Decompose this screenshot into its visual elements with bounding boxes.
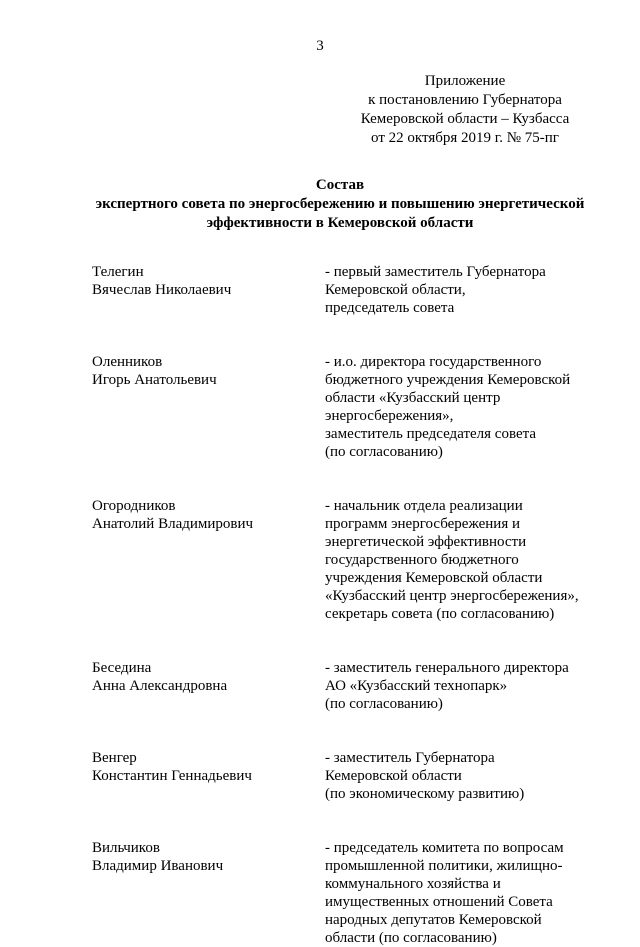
member-role-line: Кемеровской области, <box>325 282 466 298</box>
page-number: 3 <box>316 38 324 54</box>
member-name <box>92 659 325 713</box>
document-title <box>60 176 620 233</box>
appendix-line: от 22 октября 2019 г. № 75-пг <box>371 130 559 146</box>
member-surname: Огородников <box>92 498 176 514</box>
member-role-line: - заместитель генерального директора <box>325 660 569 676</box>
member-entry <box>92 659 612 713</box>
member-surname: Вильчиков <box>92 840 160 856</box>
member-name <box>92 263 325 317</box>
member-role-line: области (по согласованию) <box>325 930 497 946</box>
member-name <box>92 353 325 461</box>
member-entry <box>92 497 612 623</box>
member-given: Вячеслав Николаевич <box>92 282 232 298</box>
member-entry <box>92 839 612 947</box>
member-entry <box>92 353 612 461</box>
member-role-line: промышленной политики, жилищно- <box>325 858 563 874</box>
member-role-line: - председатель комитета по вопросам <box>325 840 564 856</box>
member-surname: Беседина <box>92 660 152 676</box>
member-role <box>325 353 612 461</box>
member-role-line: АО «Кузбасский технопарк» <box>325 678 508 694</box>
members-list <box>92 263 612 947</box>
member-role <box>325 659 612 713</box>
member-role-line: Кемеровской области <box>325 768 462 784</box>
member-role <box>325 497 612 623</box>
member-role <box>325 839 612 947</box>
member-role-line: коммунального хозяйства и <box>325 876 501 892</box>
member-given: Владимир Иванович <box>92 858 224 874</box>
member-surname: Венгер <box>92 750 137 766</box>
member-role-line: - начальник отдела реализации <box>325 498 523 514</box>
member-role-line: области «Кузбасский центр <box>325 390 501 406</box>
member-role-line: программ энергосбережения и <box>325 516 520 532</box>
appendix-line: Кемеровской области – Кузбасса <box>360 111 570 127</box>
member-role-line: энергосбережения», <box>325 408 454 424</box>
member-role-line: - и.о. директора государственного <box>325 354 542 370</box>
member-entry <box>92 749 612 803</box>
member-given: Игорь Анатольевич <box>92 372 217 388</box>
member-given: Анна Александровна <box>92 678 228 694</box>
member-role-line: - заместитель Губернатора <box>325 750 495 766</box>
member-name <box>92 839 325 947</box>
title-line: Состав <box>315 177 365 193</box>
member-role-line: заместитель председателя совета <box>325 426 537 442</box>
member-name <box>92 749 325 803</box>
member-role-line: (по согласованию) <box>325 696 443 712</box>
member-role-line: народных депутатов Кемеровской <box>325 912 542 928</box>
appendix-line: к постановлению Губернатора <box>368 92 562 108</box>
member-role-line: «Кузбасский центр энергосбережения», <box>325 588 579 604</box>
member-role-line: (по согласованию) <box>325 444 443 460</box>
member-role <box>325 749 612 803</box>
member-role <box>325 263 612 317</box>
appendix-header <box>340 72 590 148</box>
member-surname: Оленников <box>92 354 163 370</box>
member-role-line: учреждения Кемеровской области <box>325 570 543 586</box>
member-given: Анатолий Владимирович <box>92 516 254 532</box>
member-role-line: секретарь совета (по согласованию) <box>325 606 555 622</box>
member-role-line: бюджетного учреждения Кемеровской <box>325 372 571 388</box>
title-line: экспертного совета по энергосбережению и повышению энергетической <box>95 196 585 212</box>
title-line: эффективности в Кемеровской области <box>206 215 474 231</box>
member-name <box>92 497 325 623</box>
appendix-line: Приложение <box>424 73 506 89</box>
member-role-line: имущественных отношений Совета <box>325 894 553 910</box>
member-role-line: государственного бюджетного <box>325 552 519 568</box>
member-role-line: председатель совета <box>325 300 455 316</box>
member-surname: Телегин <box>92 264 144 280</box>
member-role-line: энергетической эффективности <box>325 534 527 550</box>
member-given: Константин Геннадьевич <box>92 768 252 784</box>
member-role-line: (по экономическому развитию) <box>325 786 525 802</box>
member-entry <box>92 263 612 317</box>
member-role-line: - первый заместитель Губернатора <box>325 264 546 280</box>
